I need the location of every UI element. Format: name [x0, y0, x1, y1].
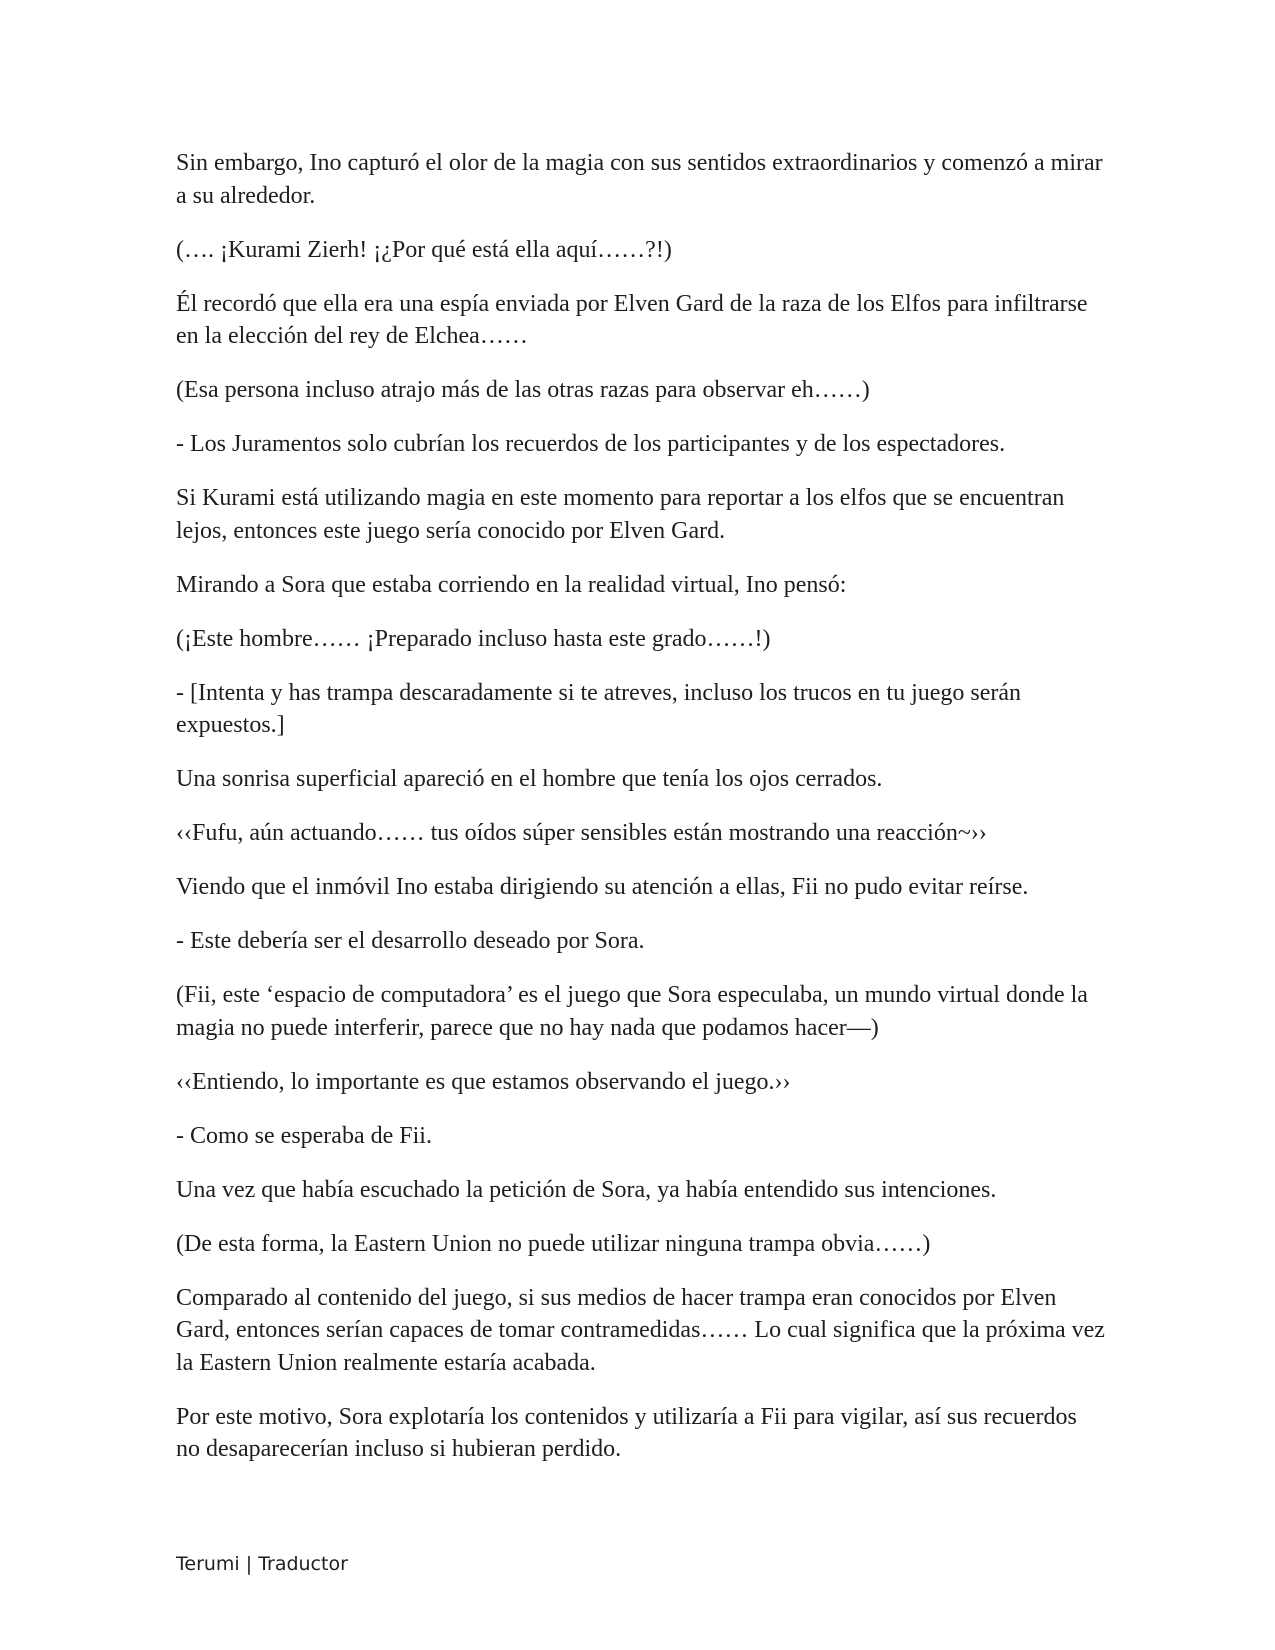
- paragraph-8: (¡Este hombre…… ¡Preparado incluso hasta este grado……!): [176, 625, 771, 652]
- paragraph-1: Sin embargo, Ino capturó el olor de la magia con sus sentidos extraordinarios y comenzó a mirar a su alrededor.: [176, 150, 1103, 209]
- paragraph-16: - Como se esperaba de Fii.: [176, 1122, 432, 1149]
- paragraph-15: ‹‹Entiendo, lo importante es que estamos observando el juego.››: [176, 1068, 791, 1095]
- paragraph-4: (Esa persona incluso atrajo más de las otras razas para observar eh……): [176, 377, 870, 403]
- paragraph-5: - Los Juramentos solo cubrían los recuerdos de los participantes y de los espectadores.: [176, 431, 1006, 457]
- document-body: [176, 147, 1106, 1487]
- paragraph-17: Una vez que había escuchado la petición de Sora, ya había entendido sus intenciones.: [176, 1176, 997, 1203]
- paragraph-9: - [Intenta y has trampa descaradamente si te atreves, incluso los trucos en tu juego serán expuestos.]: [176, 679, 1022, 738]
- paragraph-18: (De esta forma, la Eastern Union no puede utilizar ninguna trampa obvia……): [176, 1230, 931, 1257]
- paragraph-10: Una sonrisa superficial apareció en el hombre que tenía los ojos cerrados.: [176, 766, 883, 792]
- paragraph-3: Él recordó que ella era una espía enviada por Elven Gard de la raza de los Elfos para infiltrarse en la elección del rey de Elchea……: [176, 290, 1088, 349]
- paragraph-7: Mirando a Sora que estaba corriendo en la realidad virtual, Ino pensó:: [176, 571, 847, 598]
- paragraph-2: (…. ¡Kurami Zierh! ¡¿Por qué está ella aquí……?!): [176, 236, 672, 263]
- paragraph-13: - Este debería ser el desarrollo deseado por Sora.: [176, 928, 645, 954]
- page-footer: Terumi | Traductor: [176, 1553, 348, 1575]
- paragraph-11: ‹‹Fufu, aún actuando…… tus oídos súper sensibles están mostrando una reacción~››: [176, 820, 987, 846]
- paragraph-12: Viendo que el inmóvil Ino estaba dirigiendo su atención a ellas, Fii no pudo evitar reírse.: [176, 874, 1029, 900]
- paragraph-6: Si Kurami está utilizando magia en este momento para reportar a los elfos que se encuentran lejos, entonces este juego sería conocido por Elven Gard.: [176, 485, 1065, 544]
- paragraph-20: Por este motivo, Sora explotaría los contenidos y utilizaría a Fii para vigilar, así sus recuerdos no desaparecerían incluso si hubieran perdido.: [176, 1403, 1077, 1462]
- paragraph-19: Comparado al contenido del juego, si sus medios de hacer trampa eran conocidos por Elven Gard, entonces serían capaces de tomar contramedidas…… Lo cual significa que la próxima vez la Eastern Union realmente estaría acabada.: [176, 1284, 1105, 1376]
- paragraph-14: (Fii, este ‘espacio de computadora’ es el juego que Sora especulaba, un mundo virtual donde la magia no puede interferir, parece que no hay nada que podamos hacer—): [176, 982, 1088, 1041]
